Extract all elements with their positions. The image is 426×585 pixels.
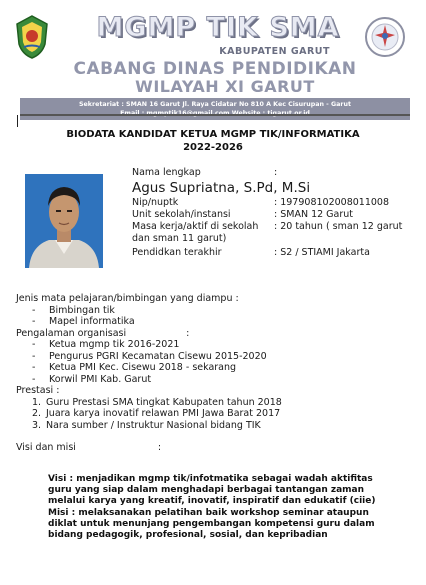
pengalaman-heading-row xyxy=(16,328,416,340)
document-title-line1: BIODATA KANDIDAT KETUA MGMP TIK/INFORMATIKA xyxy=(66,129,360,140)
misi-text: Misi : melaksanakan pelatihan baik workshop seminar ataupun diklat untuk menunjang pengembangan kompetensi guru dalam bidang pedagogik, profesional, sosial, dan kepribadian xyxy=(48,507,375,541)
pengalaman-list xyxy=(16,339,416,385)
nip-label: Nip/nuptk xyxy=(132,197,179,208)
name-colon: : xyxy=(274,167,278,178)
name-value: Agus Supriatna, S.Pd, M.Si xyxy=(132,180,311,196)
visimisi-colon: : xyxy=(157,442,162,453)
biodata-sections xyxy=(16,293,416,454)
pengalaman-heading: Pengalaman organisasi xyxy=(16,327,127,339)
letterhead-title: MGMP TIK SMA xyxy=(96,12,340,43)
masa-kerja-label: Masa kerja/aktif di sekolah dan sman 11 garut) xyxy=(132,221,259,244)
list-item: - Korwil PMI Kab. Garut xyxy=(16,374,416,386)
list-item: - Mapel informatika xyxy=(16,316,416,328)
document-title xyxy=(0,128,426,154)
bio-row-name-label xyxy=(132,167,417,179)
mapel-heading: Jenis mata pelajaran/bimbingan yang diampu : xyxy=(16,293,239,304)
visi-misi-block xyxy=(48,474,398,541)
list-item: - Pengurus PGRI Kecamatan Cisewu 2015-2020 xyxy=(16,351,416,363)
list-number: 3. xyxy=(32,419,42,431)
west-java-emblem-icon xyxy=(14,14,50,60)
bio-row-unit xyxy=(132,209,417,221)
prestasi-list xyxy=(16,397,416,432)
list-item xyxy=(16,397,416,409)
pendidikan-label: Pendidkan terakhir xyxy=(132,247,222,258)
letterhead-subtitle: KABUPATEN GARUT xyxy=(219,46,330,57)
list-text: Juara karya inovatif relawan PMI Jawa Barat 2017 xyxy=(46,408,281,419)
list-item xyxy=(16,408,416,420)
list-number: 1. xyxy=(32,396,42,408)
bio-table xyxy=(132,167,417,259)
visimisi-heading-row xyxy=(16,442,416,454)
list-number: 2. xyxy=(32,408,42,419)
bio-row-pendidikan xyxy=(132,247,417,259)
masa-kerja-value: : 20 tahun ( sman 12 garut xyxy=(274,221,403,232)
text-cursor xyxy=(17,115,18,127)
unit-label: Unit sekolah/instansi xyxy=(132,209,231,220)
letterhead xyxy=(0,8,426,112)
letterhead-line2: WILAYAH XI GARUT xyxy=(135,77,315,96)
spacer xyxy=(16,431,416,442)
visimisi-heading: Visi dan misi xyxy=(16,442,76,453)
list-text: Guru Prestasi SMA tingkat Kabupaten tahun 2018 xyxy=(46,396,282,408)
unit-value: : SMAN 12 Garut xyxy=(274,209,354,220)
list-item xyxy=(16,420,416,432)
name-label: Nama lengkap xyxy=(132,167,201,178)
visi-text: Visi : menjadikan mgmp tik/infotmatika sebagai wadah aktifitas guru yang siap dalam menghadapi berbagai tantangan zaman melalui karya yang kreatif, inovatif, inspiratif dan edukatif (ciie) xyxy=(48,474,376,507)
address-line-1: Sekretariat : SMAN 16 Garut Jl. Raya Cidatar No 810 A Kec Cisurupan - Garut xyxy=(79,101,351,108)
list-text: Nara sumber / Instruktur Nasional bidang TIK xyxy=(46,419,261,431)
letterhead-line1: CABANG DINAS PENDIDIKAN xyxy=(73,59,357,79)
list-item: - Ketua PMI Kec. Cisewu 2018 - sekarang xyxy=(16,362,416,374)
bio-row-masa-kerja xyxy=(132,221,417,245)
pendidikan-value: : S2 / STIAMI Jakarta xyxy=(274,247,370,258)
candidate-name xyxy=(132,180,417,196)
letterhead-address-bar xyxy=(20,98,410,120)
prestasi-heading: Prestasi : xyxy=(16,385,60,396)
pengalaman-colon: : xyxy=(186,327,190,339)
list-item: - Ketua mgmp tik 2016-2021 xyxy=(16,339,416,351)
document-title-line2: 2022-2026 xyxy=(183,142,243,153)
mgmp-tik-logo-icon xyxy=(364,16,406,58)
list-item: - Bimbingan tik xyxy=(16,305,416,317)
mapel-list xyxy=(16,305,416,328)
letterhead-divider xyxy=(20,114,410,116)
bio-row-nip xyxy=(132,197,417,209)
candidate-photo xyxy=(25,174,103,268)
nip-value: : 197908102008011008 xyxy=(274,197,390,208)
